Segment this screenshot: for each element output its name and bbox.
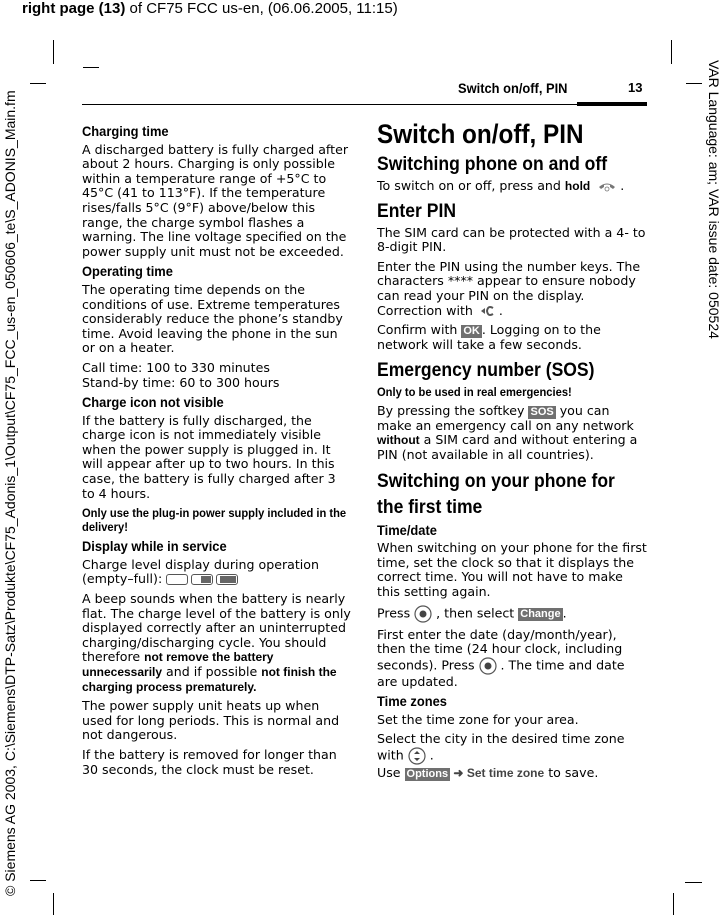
options-softkey: Options	[406, 768, 449, 781]
page-title: Switch on/off, PIN	[377, 119, 584, 149]
beep-text-bold-2: not finish the charging process prematurely.	[82, 665, 337, 694]
time-zone-text-2	[377, 732, 647, 765]
crop-mark	[671, 40, 672, 64]
heading-emergency: Emergency number (SOS)	[377, 358, 595, 381]
emergency-warning: Only to be used in real emergencies!	[377, 384, 572, 399]
time-zone-text-1: Set the time zone for your area.	[377, 711, 579, 727]
charge-level-label: Charge level display during operation (empty–full):	[82, 556, 319, 587]
sos-text-a: By pressing the softkey	[377, 402, 529, 418]
time-zone-text-2-end: .	[425, 747, 434, 763]
heading-display-in-service: Display while in service	[82, 538, 227, 555]
power-supply-warning: Only use the plug-in power supply included in the delivery!	[82, 506, 347, 535]
file-path: © Siemens AG 2003, C:\Siemens\DTP-Satz\Produkte\CF75_Adonis_1\Output\CF75_FCC_us-en_050606_te\S_ADONIS_Main.fm	[2, 90, 18, 896]
print-header-info: of CF75 FCC us-en, (06.06.2005, 11:15)	[125, 0, 398, 17]
heading-charging-time: Charging time	[82, 123, 169, 139]
switching-text-a: To switch on or off, press and	[377, 178, 565, 193]
beep-text-a: A beep sounds when the battery is nearly flat. The charge level of the battery is only displayed correctly after an uninterrupted charging/discharging cycle. You should therefore	[82, 591, 351, 665]
switching-text	[377, 179, 647, 194]
time-zone-text-3	[377, 766, 647, 781]
charge-level-text	[82, 558, 352, 587]
standby-time: Stand-by time: 60 to 300 hours	[82, 374, 280, 390]
time-date-text-1: When switching on your phone for the first time, set the clock so that it displays the correct time. You will not have to make this setting again.	[377, 540, 647, 599]
press-label: Press	[377, 605, 415, 620]
hold-label: hold	[564, 179, 591, 193]
without-label: without	[377, 433, 420, 448]
charging-time-text: A discharged battery is fully charged after about 2 hours. Charging is only possible within a temperature range of +5°C to 45°C (41 to 113°F). If the temperature rises/falls 5°C (9°F) above/below this range, the charge symbol flashes a warning. The line voltage specified on the power supply unit must not be exceeded.	[82, 141, 349, 259]
pin-text-1: The SIM card can be protected with a 4- to 8-digit PIN.	[377, 224, 646, 255]
set-time-zone-menu-item: Set time zone	[466, 766, 545, 781]
ok-softkey: OK	[463, 325, 480, 338]
sos-text-c: a SIM card and without entering a PIN (not available in all countries).	[377, 432, 638, 462]
sos-text	[377, 404, 647, 463]
beep-text-c: and if possible	[162, 664, 262, 679]
sos-softkey: SOS	[530, 405, 554, 418]
crop-mark	[30, 83, 46, 84]
pin-text-3b: . Logging on to the network will take a few seconds.	[377, 322, 601, 353]
right-column	[377, 120, 647, 786]
operating-times	[82, 361, 352, 390]
battery-half-icon	[191, 574, 213, 585]
beep-text	[82, 592, 352, 694]
clock-reset-text: If the battery is removed for longer than 30 seconds, the clock must be reset.	[82, 746, 337, 777]
switching-text-end: .	[616, 178, 625, 193]
period: .	[562, 605, 567, 620]
page-number: 13	[628, 80, 643, 95]
time-date-text-3b: . The time and date are updated.	[377, 657, 625, 689]
pin-text-2a: Enter the PIN using the number keys. The characters **** appear to ensure nobody can read your PIN on the display. Correction with	[377, 258, 641, 318]
crop-mark	[30, 880, 46, 881]
center-key-icon	[414, 605, 432, 623]
print-header	[22, 0, 398, 17]
heat-text: The power supply unit heats up when used for long periods. This is normal and not dangerous.	[82, 698, 340, 743]
sos-text-b: you can make an emergency call on any network	[377, 402, 634, 433]
crop-mark	[685, 882, 702, 883]
pin-text-3a: Confirm with	[377, 322, 462, 338]
crop-mark	[53, 893, 54, 915]
beep-text-bold-1: not remove the battery unnecessarily	[82, 650, 274, 679]
heading-switching: Switching phone on and off	[377, 153, 608, 175]
crop-mark	[53, 40, 54, 64]
battery-full-icon	[216, 574, 238, 585]
time-date-text-3a: First enter the date (day/month/year), then the time (24 hour clock, including seconds). Press	[377, 626, 623, 673]
time-zone-text-2a: Select the city in the desired time zone with	[377, 731, 625, 763]
header-rule-accent	[577, 102, 647, 106]
header-rule	[82, 104, 647, 105]
pin-text-2	[377, 260, 647, 318]
then-select-label: , then select	[432, 605, 519, 620]
heading-enter-pin: Enter PIN	[377, 199, 457, 222]
end-call-key-icon	[598, 181, 616, 192]
heading-time-zones: Time zones	[377, 693, 447, 710]
crop-mark	[83, 67, 99, 68]
call-time: Call time: 100 to 330 minutes	[82, 359, 270, 375]
pin-text-2-end: .	[494, 302, 503, 318]
heading-charge-icon: Charge icon not visible	[82, 394, 224, 411]
clear-key-icon	[481, 305, 495, 317]
heading-operating-time: Operating time	[82, 263, 173, 280]
to-save-label: to save.	[544, 765, 599, 781]
variant-info: VAR Language: am; VAR issue date: 050524	[706, 60, 722, 339]
center-key-icon	[479, 657, 497, 675]
change-softkey: Change	[520, 608, 561, 620]
left-column	[82, 124, 352, 782]
crop-mark	[673, 893, 674, 915]
running-header-title: Switch on/off, PIN	[458, 80, 568, 96]
pin-text-3	[377, 323, 647, 353]
use-label: Use	[377, 765, 405, 781]
charge-icon-text: If the battery is fully discharged, the charge icon is not immediately visible when the power supply is plugged in. It will appear after up to two hours. In this case, the battery is fully charged after 3 to 4 hours.	[82, 412, 336, 501]
arrow-icon: ➜	[450, 766, 467, 781]
heading-time-date: Time/date	[377, 521, 437, 538]
navigation-key-icon	[408, 747, 426, 765]
time-date-text-2	[377, 605, 647, 623]
print-header-page: right page (13)	[22, 0, 126, 17]
battery-empty-icon	[166, 574, 188, 585]
operating-time-text: The operating time depends on the conditions of use. Extreme temperatures considerably reduce the phone’s standby time. Avoid leaving the phone in the sun or on a heater.	[82, 281, 343, 356]
crop-mark	[686, 83, 702, 84]
heading-first-time: Switching on your phone for the first time	[377, 469, 615, 518]
time-date-text-3	[377, 628, 647, 690]
